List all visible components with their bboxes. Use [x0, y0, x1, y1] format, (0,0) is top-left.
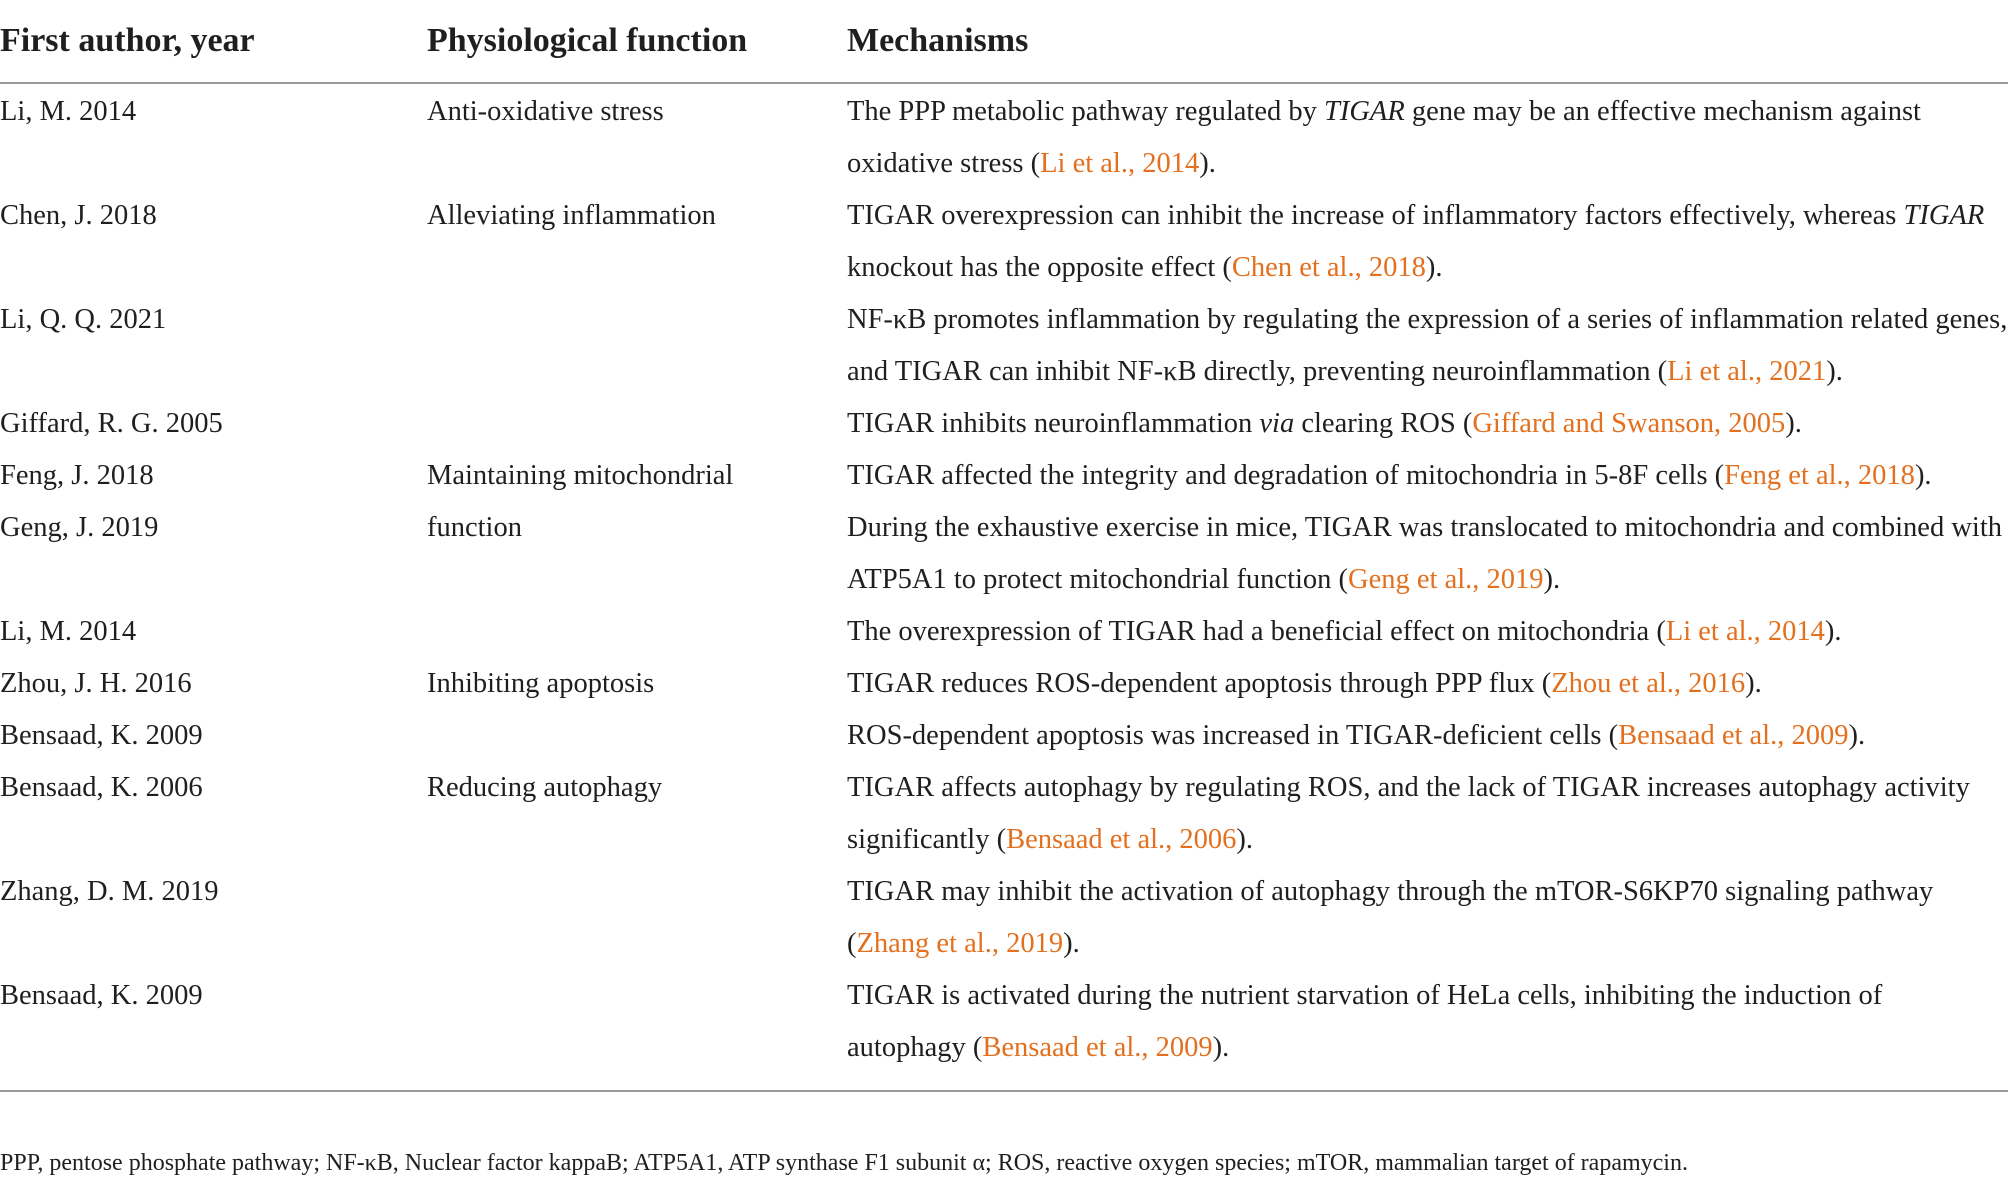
mechanism-cell — [847, 294, 2008, 398]
mechanism-text: ). — [1236, 824, 1254, 855]
header-author: First author, year — [0, 0, 427, 83]
mechanism-text: TIGAR affected the integrity and degradation of mitochondria in 5-8F cells ( — [847, 460, 1725, 491]
table-row — [0, 294, 2008, 398]
function-line: Maintaining mitochondrial — [427, 460, 734, 491]
mechanism-cell — [847, 658, 2008, 710]
mechanism-text: ). — [1914, 460, 1932, 491]
mechanism-cell — [847, 866, 2008, 970]
author-cell: Bensaad, K. 2009 — [0, 970, 427, 1091]
function-cell — [427, 970, 847, 1091]
reference-link[interactable]: Li et al., 2014 — [1665, 616, 1825, 647]
author-cell: Li, M. 2014 — [0, 616, 137, 647]
mechanism-text: ). — [1785, 408, 1802, 439]
mechanism-cell — [847, 83, 2008, 190]
reference-link[interactable]: Zhou et al., 2016 — [1551, 668, 1746, 699]
author-cell: Li, Q. Q. 2021 — [0, 304, 167, 335]
function-cell — [427, 866, 847, 970]
function-line: Inhibiting apoptosis — [427, 668, 655, 699]
mechanism-cell — [847, 450, 2008, 502]
function-cell — [427, 83, 847, 190]
reference-link[interactable]: Giffard and Swanson, 2005 — [1472, 408, 1786, 439]
mechanism-text: ROS-dependent apoptosis was increased in TIGAR-deficient cells ( — [847, 720, 1619, 751]
table-row — [0, 762, 2008, 866]
author-cell: Bensaad, K. 2009 — [0, 720, 203, 751]
function-line: Alleviating inflammation — [427, 200, 716, 231]
reference-link[interactable]: Li et al., 2021 — [1667, 356, 1827, 387]
reference-link[interactable]: Chen et al., 2018 — [1231, 252, 1426, 283]
mechanism-text: ). — [1425, 252, 1443, 283]
table-row — [0, 398, 2008, 450]
mechanism-text: ). — [1745, 668, 1762, 699]
function-line: function — [427, 512, 522, 543]
mechanism-cell — [847, 398, 2008, 450]
reference-link[interactable]: Bensaad et al., 2009 — [982, 1032, 1213, 1063]
header-function: Physiological function — [427, 0, 847, 83]
italic-term: via — [1259, 408, 1295, 439]
reference-link[interactable]: Li et al., 2014 — [1040, 148, 1200, 179]
reference-link[interactable]: Bensaad et al., 2009 — [1618, 720, 1849, 751]
mechanism-cell — [847, 502, 2008, 606]
author-cell: Zhang, D. M. 2019 — [0, 876, 219, 907]
reference-link[interactable]: Feng et al., 2018 — [1724, 460, 1915, 491]
mechanism-text: TIGAR may inhibit the activation of autophagy through the mTOR-S6KP70 signaling pathway ( — [847, 876, 1934, 959]
function-cell — [427, 450, 847, 502]
function-cell — [427, 502, 847, 606]
mechanism-cell — [847, 190, 2008, 294]
mechanism-text: ). — [1824, 616, 1842, 647]
table-row — [0, 450, 2008, 502]
author-cell: Geng, J. 2019 — [0, 512, 159, 543]
mechanism-text: TIGAR is activated during the nutrient starvation of HeLa cells, inhibiting the induction of autophagy ( — [847, 980, 1883, 1063]
mechanism-text: TIGAR reduces ROS-dependent apoptosis through PPP flux ( — [847, 668, 1552, 699]
mechanism-text: The PPP metabolic pathway regulated by — [847, 96, 1324, 127]
mechanism-text: During the exhaustive exercise in mice, TIGAR was translocated to mitochondria and combined with ATP5A1 to protect mitochondrial function ( — [847, 512, 2002, 595]
author-cell: Zhou, J. H. 2016 — [0, 668, 192, 699]
reference-link[interactable]: Geng et al., 2019 — [1348, 564, 1544, 595]
mechanism-cell — [847, 606, 2008, 658]
function-cell — [427, 762, 847, 866]
function-line: Anti-oxidative stress — [427, 96, 664, 127]
function-cell — [427, 190, 847, 294]
italic-term: TIGAR — [1324, 96, 1405, 127]
mechanism-text: gene may be an effective mechanism against oxidative stress ( — [847, 96, 1921, 179]
mechanism-text: clearing ROS ( — [1294, 408, 1473, 439]
mechanism-text: TIGAR inhibits neuroinflammation — [847, 408, 1260, 439]
author-cell: Chen, J. 2018 — [0, 200, 157, 231]
function-cell — [427, 606, 847, 658]
table-row — [0, 502, 2008, 606]
mechanism-text: ). — [1212, 1032, 1230, 1063]
header-row — [0, 0, 2008, 83]
italic-term: TIGAR — [1903, 200, 1985, 231]
function-cell — [427, 294, 847, 398]
table-row — [0, 658, 2008, 710]
author-cell: Feng, J. 2018 — [0, 460, 154, 491]
mechanism-text: ). — [1543, 564, 1561, 595]
table-footnote: PPP, pentose phosphate pathway; NF-κB, Nuclear factor kappaB; ATP5A1, ATP synthase F1 subunit α; ROS, reactive oxygen species; mTOR, mammalian target of rapamycin. — [0, 1150, 1688, 1176]
mechanism-text: TIGAR overexpression can inhibit the increase of inflammatory factors effectively, whereas — [847, 200, 1904, 231]
mechanism-text: ). — [1826, 356, 1843, 387]
reference-link[interactable]: Bensaad et al., 2006 — [1006, 824, 1237, 855]
mechanism-cell — [847, 762, 2008, 866]
table-row — [0, 866, 2008, 970]
mechanism-cell — [847, 970, 2008, 1091]
author-cell: Giffard, R. G. 2005 — [0, 408, 223, 439]
function-cell — [427, 658, 847, 710]
author-cell: Li, M. 2014 — [0, 96, 137, 127]
mechanism-text: The overexpression of TIGAR had a beneficial effect on mitochondria ( — [847, 616, 1666, 647]
function-cell — [427, 398, 847, 450]
mechanism-text: ). — [1199, 148, 1216, 179]
table-row — [0, 606, 2008, 658]
table-row — [0, 190, 2008, 294]
mechanism-text: ). — [1063, 928, 1080, 959]
function-line: Reducing autophagy — [427, 772, 663, 803]
reference-link[interactable]: Zhang et al., 2019 — [856, 928, 1064, 959]
mechanism-text: NF-κB promotes inflammation by regulating the expression of a series of inflammation related genes, and TIGAR can inhibit NF-κB directly, preventing neuroinflammation ( — [847, 304, 2008, 387]
mechanism-text: knockout has the opposite effect ( — [847, 252, 1232, 283]
mechanism-text: TIGAR affects autophagy by regulating ROS, and the lack of TIGAR increases autophagy activity significantly ( — [847, 772, 1970, 855]
table-row — [0, 83, 2008, 190]
function-cell — [427, 710, 847, 762]
table-row — [0, 710, 2008, 762]
author-cell: Bensaad, K. 2006 — [0, 772, 203, 803]
mechanism-text: ). — [1848, 720, 1866, 751]
header-mechanisms: Mechanisms — [847, 0, 2008, 83]
table-row — [0, 970, 2008, 1091]
mechanism-cell — [847, 710, 2008, 762]
